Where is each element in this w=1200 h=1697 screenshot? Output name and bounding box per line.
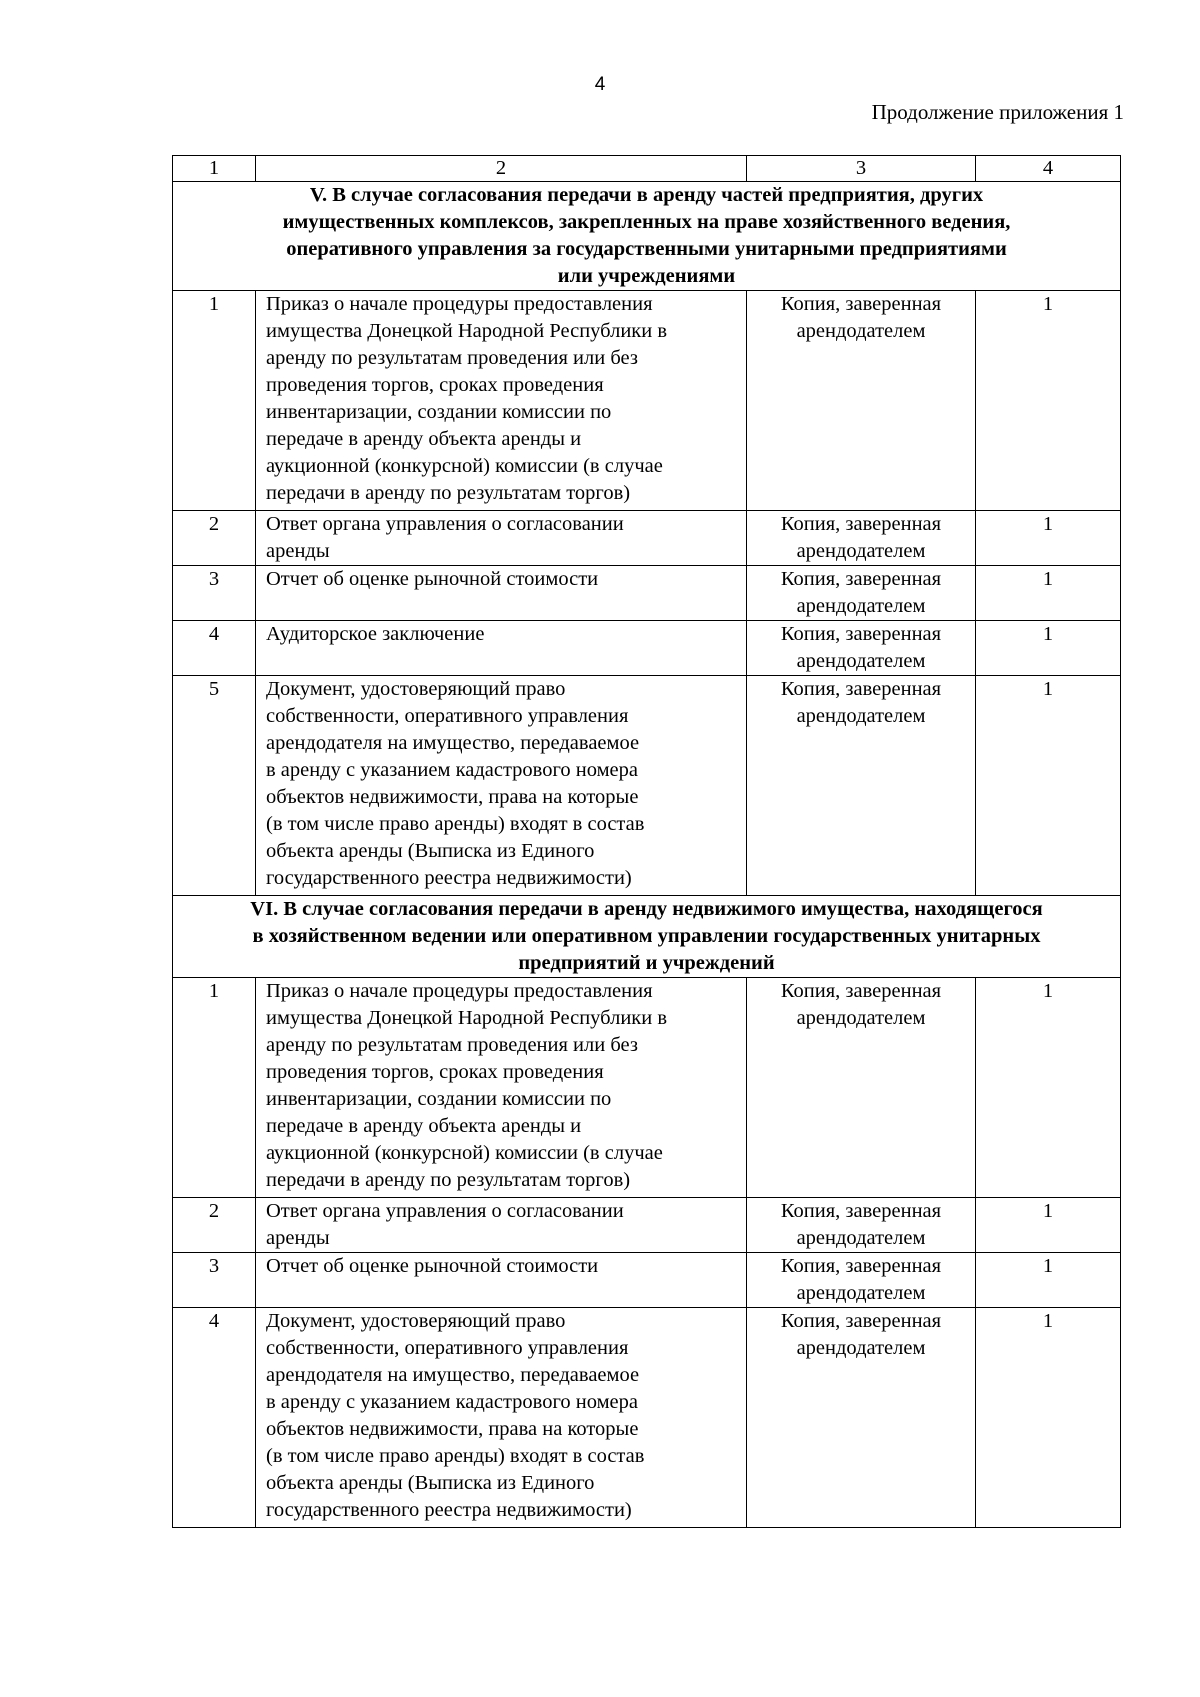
document-name: Приказ о начале процедуры предоставления имущества Донецкой Народной Республики в аренду по результатам проведения или без проведения торгов, сроках проведения инвентаризации, создании комиссии по передаче в аренду объекта аренды и аукционной (конкурсной) комиссии (в случае передачи в аренду по результатам торгов): [266, 293, 668, 504]
table-row: [173, 621, 1121, 676]
table-header-row: [173, 156, 1121, 182]
copies-count: 1: [976, 1308, 1121, 1528]
document-name: Документ, удостоверяющий право собственности, оперативного управления арендодателя на имущество, передаваемое в аренду с указанием кадастрового номера объектов недвижимости, права на которые (в том числе право аренды) входят в состав объекта аренды (Выписка из Единого государственного реестра недвижимости): [266, 678, 645, 889]
document-name: Ответ органа управления о согласовании аренды: [266, 1200, 624, 1249]
document-form: Копия, заверенная арендодателем: [780, 623, 942, 672]
row-number: 4: [173, 1308, 256, 1528]
row-number: 2: [173, 1198, 256, 1253]
documents-table: [172, 155, 1121, 1528]
section-heading-row: [173, 182, 1121, 291]
document-form: Копия, заверенная арендодателем: [780, 513, 942, 562]
copies-count: 1: [976, 676, 1121, 896]
section-heading-row: [173, 896, 1121, 978]
copies-count: 1: [976, 1198, 1121, 1253]
table-row: [173, 291, 1121, 511]
row-number: 1: [173, 291, 256, 511]
document-name: Ответ органа управления о согласовании аренды: [266, 513, 624, 562]
row-number: 3: [173, 1253, 256, 1308]
header-cell: 1: [173, 156, 256, 182]
document-name: Аудиторское заключение: [266, 623, 485, 645]
copies-count: 1: [976, 291, 1121, 511]
document-name: Приказ о начале процедуры предоставления имущества Донецкой Народной Республики в аренду по результатам проведения или без проведения торгов, сроках проведения инвентаризации, создании комиссии по передаче в аренду объекта аренды и аукционной (конкурсной) комиссии (в случае передачи в аренду по результатам торгов): [266, 980, 668, 1191]
table-row: [173, 676, 1121, 896]
copies-count: 1: [976, 566, 1121, 621]
header-cell: 2: [256, 156, 747, 182]
table-row: [173, 1308, 1121, 1528]
row-number: 2: [173, 511, 256, 566]
document-form: Копия, заверенная арендодателем: [780, 980, 942, 1029]
document-form: Копия, заверенная арендодателем: [780, 568, 942, 617]
row-number: 4: [173, 621, 256, 676]
table-row: [173, 566, 1121, 621]
copies-count: 1: [976, 511, 1121, 566]
copies-count: 1: [976, 978, 1121, 1198]
document-form: Копия, заверенная арендодателем: [780, 1200, 942, 1249]
copies-count: 1: [976, 621, 1121, 676]
page-number: 4: [594, 74, 606, 95]
table-row: [173, 511, 1121, 566]
document-form: Копия, заверенная арендодателем: [780, 678, 942, 727]
header-cell: 4: [976, 156, 1121, 182]
document-form: Копия, заверенная арендодателем: [780, 1310, 942, 1359]
table-row: [173, 1253, 1121, 1308]
document-name: Отчет об оценке рыночной стоимости: [266, 568, 599, 590]
row-number: 3: [173, 566, 256, 621]
section-title: VI. В случае согласования передачи в аренду недвижимого имущества, находящегося в хозяйственном ведении или оперативном управлении государственных унитарных предприятий и учреждений: [250, 898, 1043, 974]
row-number: 5: [173, 676, 256, 896]
document-name: Отчет об оценке рыночной стоимости: [266, 1255, 599, 1277]
copies-count: 1: [976, 1253, 1121, 1308]
document-form: Копия, заверенная арендодателем: [780, 293, 942, 342]
continuation-label: Продолжение приложения 1: [871, 100, 1124, 124]
document-name: Документ, удостоверяющий право собственности, оперативного управления арендодателя на имущество, передаваемое в аренду с указанием кадастрового номера объектов недвижимости, права на которые (в том числе право аренды) входят в состав объекта аренды (Выписка из Единого государственного реестра недвижимости): [266, 1310, 645, 1521]
row-number: 1: [173, 978, 256, 1198]
document-form: Копия, заверенная арендодателем: [780, 1255, 942, 1304]
table-row: [173, 978, 1121, 1198]
table-row: [173, 1198, 1121, 1253]
section-title: V. В случае согласования передачи в аренду частей предприятия, других имущественных комплексов, закрепленных на праве хозяйственного ведения, оперативного управления за государственными унитарными предприятиями или учреждениями: [282, 184, 1011, 287]
header-cell: 3: [747, 156, 976, 182]
